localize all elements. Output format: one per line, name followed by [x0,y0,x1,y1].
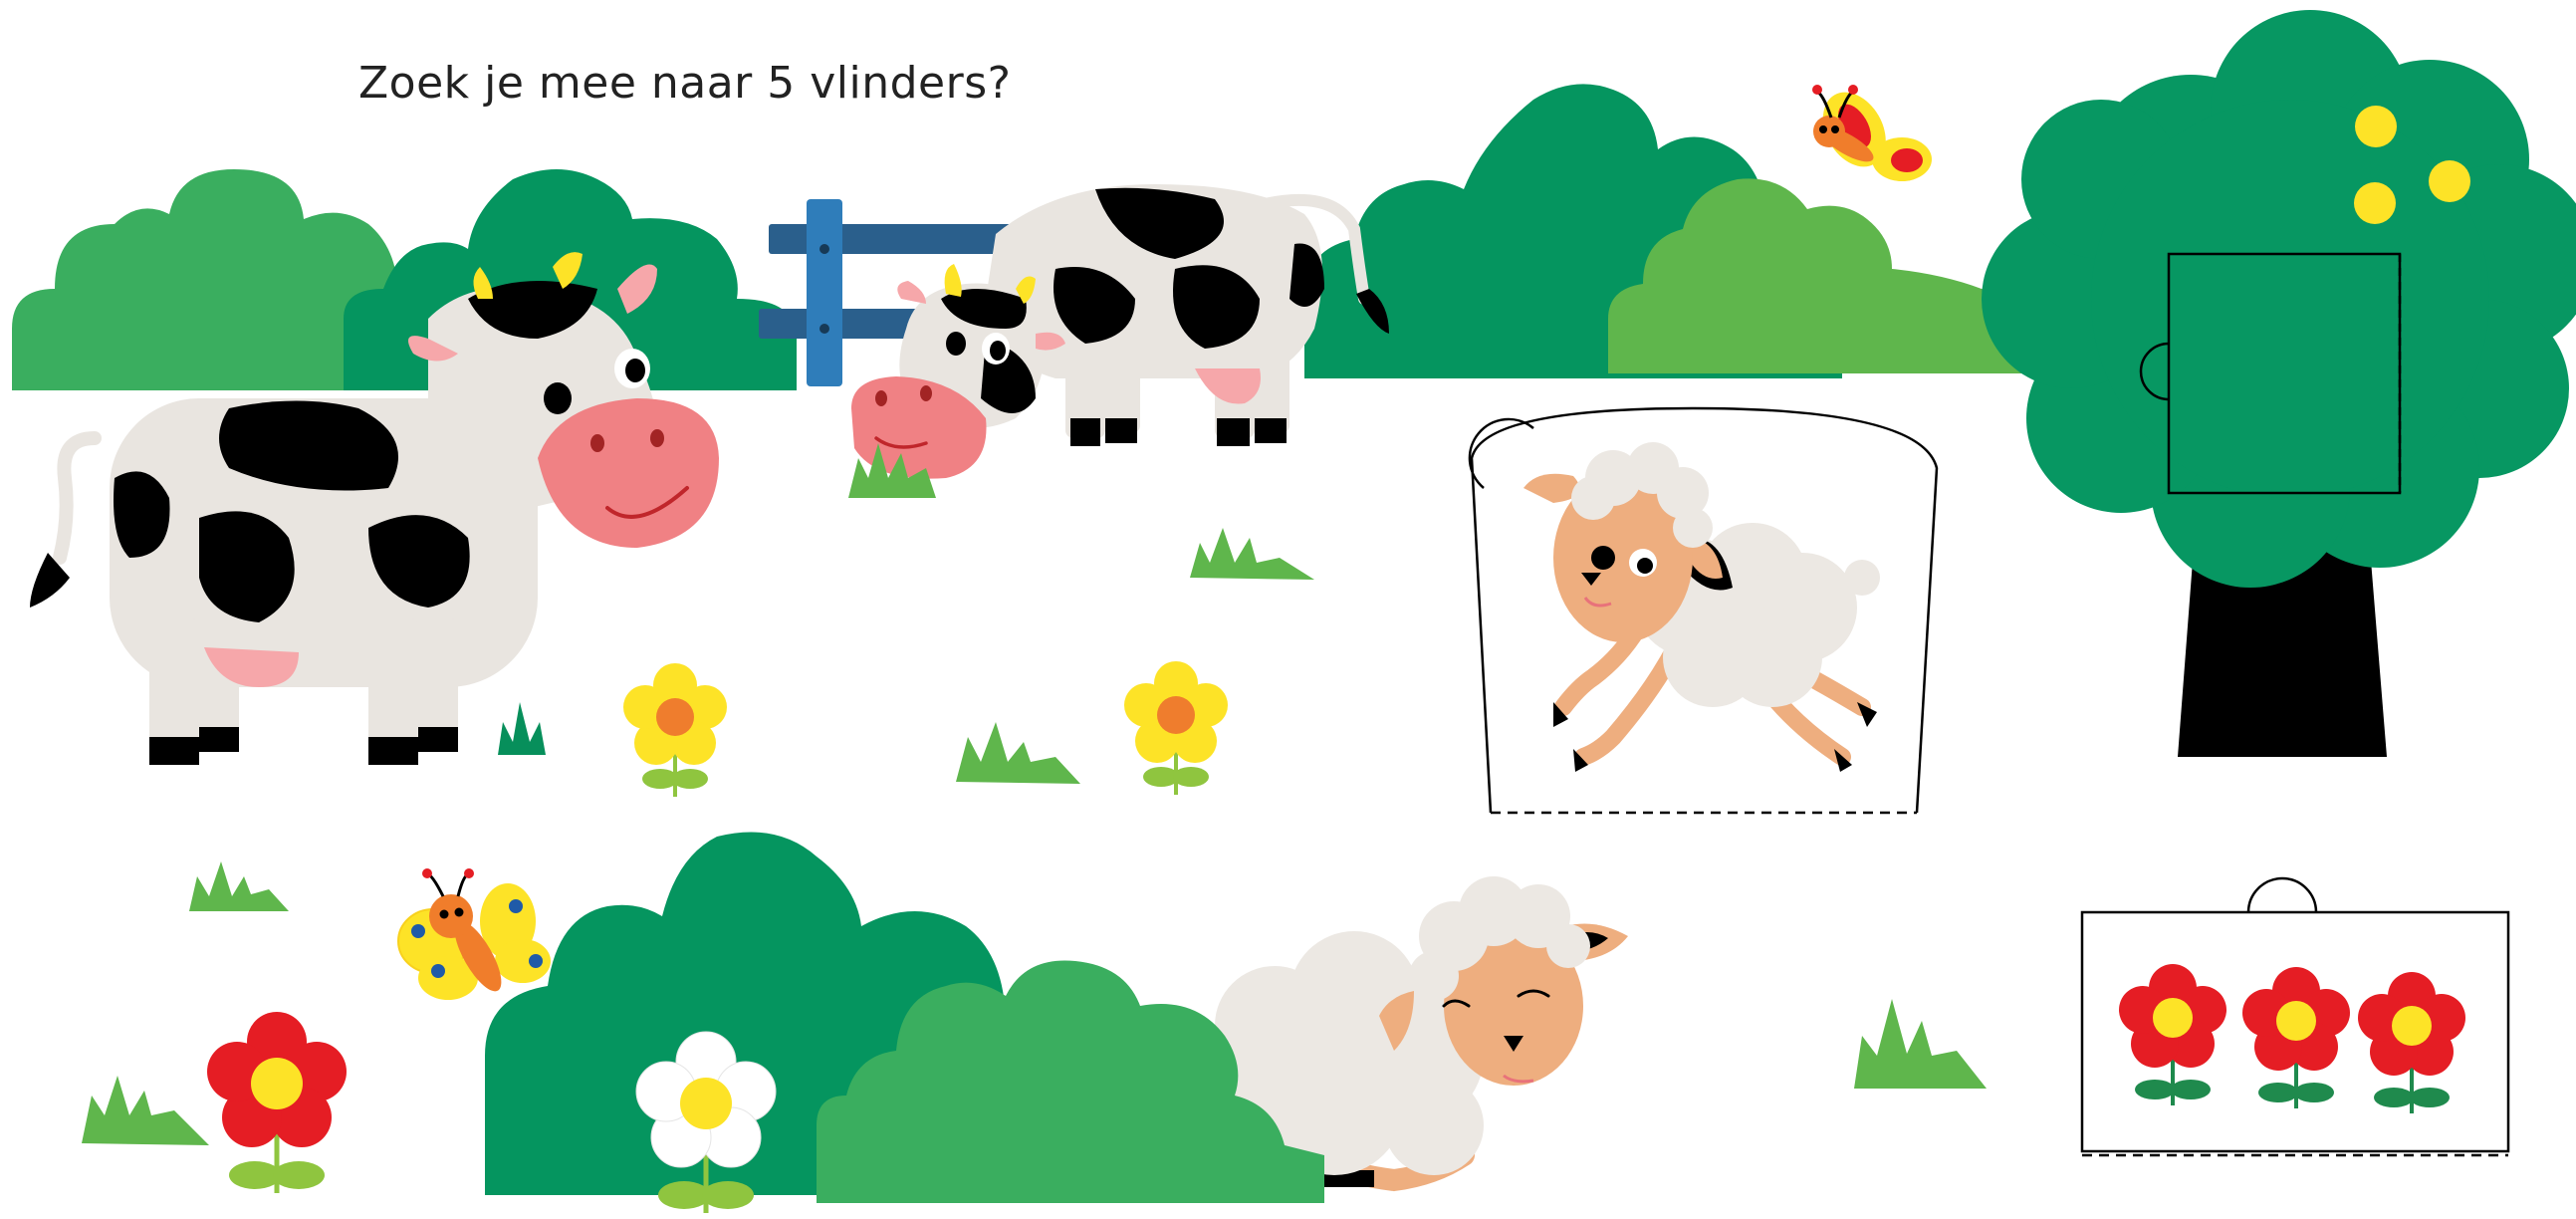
grass-tuft [956,722,1080,784]
yellow-flower-right [1124,661,1228,795]
grass-tuft [1190,528,1314,580]
tree [1982,10,2576,757]
butterfly-top-right [1810,81,1932,181]
red-flower-bottom-left [207,1012,347,1193]
tree-fruit-1 [2355,106,2397,147]
tree-fruit-3 [2354,182,2396,224]
flap-flower-3 [2358,972,2465,1113]
flap-flower-1 [2119,964,2226,1105]
grass-tuft [189,861,289,911]
lamb-jumping [1523,442,1880,772]
grass-tuft-dark [498,702,546,755]
grass-tuft [1854,999,1987,1089]
sheep-flap[interactable] [1470,408,1937,813]
grass-tuft [82,1076,209,1145]
yellow-flower-left [623,663,727,797]
flowers-flap[interactable] [2082,878,2508,1155]
tree-fruit-2 [2429,160,2470,202]
bush-back-left [12,169,398,390]
butterfly-left [398,868,551,1000]
flap-flower-2 [2242,967,2350,1108]
page-title: Zoek je mee naar 5 vlinders? [358,58,1012,109]
